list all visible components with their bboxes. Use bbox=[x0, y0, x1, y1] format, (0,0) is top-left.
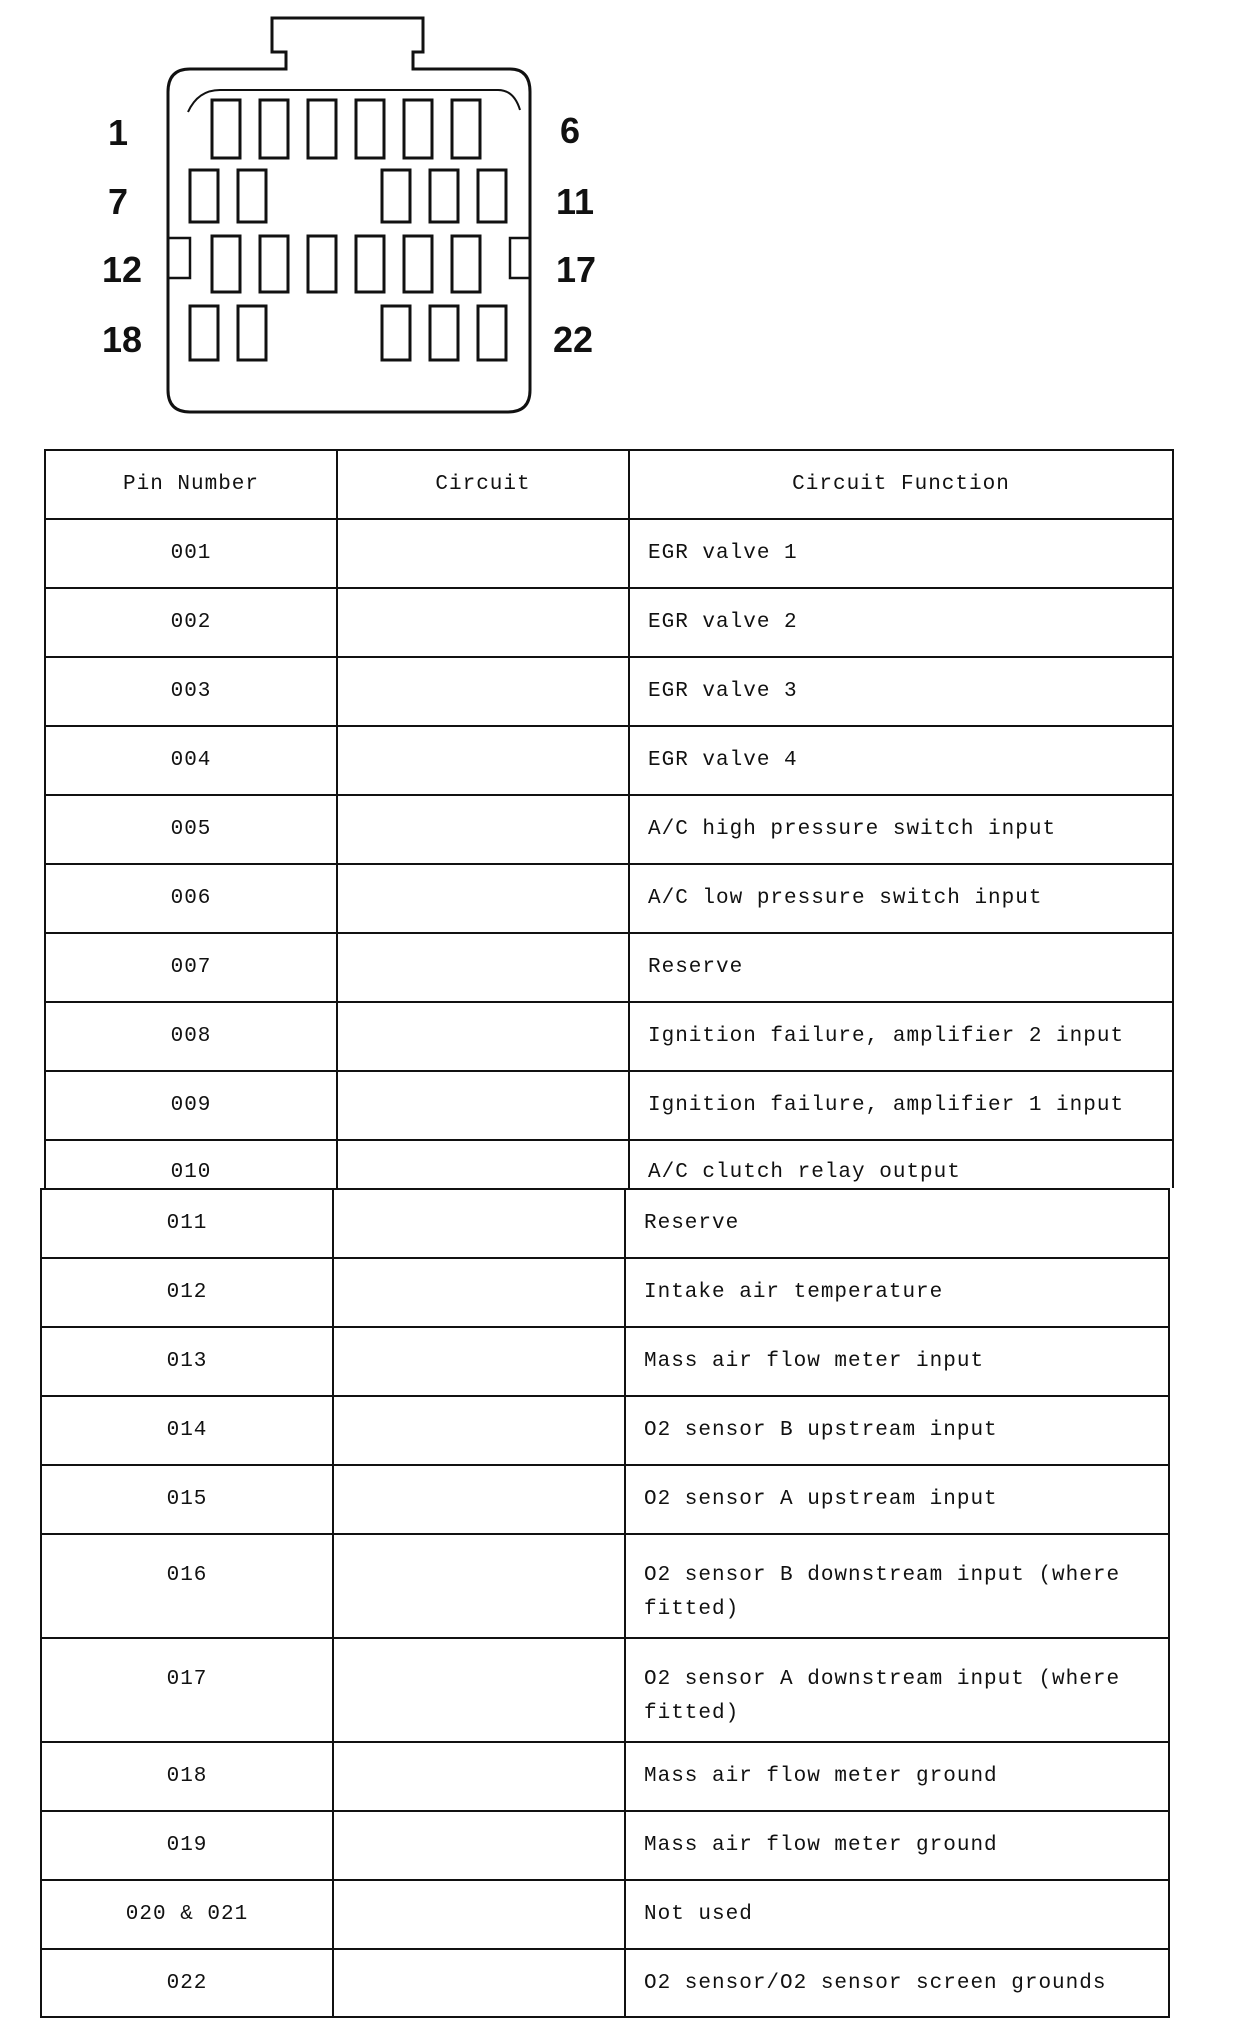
table-row bbox=[45, 588, 1173, 657]
pin-cavity bbox=[430, 170, 458, 222]
row-label-right: 17 bbox=[556, 249, 597, 290]
circuit-function-cell-text: Reserve bbox=[644, 1212, 740, 1235]
table-row bbox=[45, 933, 1173, 1002]
circuit-function-cell-text: Intake air temperature bbox=[644, 1281, 944, 1304]
pin-cavity bbox=[356, 236, 384, 292]
pin-number-cell bbox=[41, 1742, 333, 1811]
pin-number-cell-text: 007 bbox=[170, 956, 212, 979]
circuit-function-cell-text: Mass air flow meter ground bbox=[644, 1834, 998, 1857]
table-row bbox=[41, 1811, 1169, 1880]
circuit-function-cell-text: Mass air flow meter input bbox=[644, 1350, 985, 1373]
circuit-function-cell-text: O2 sensor A upstream input bbox=[644, 1488, 998, 1511]
pin-cavity bbox=[190, 306, 218, 360]
pin-cavity bbox=[212, 100, 240, 158]
pin-number-cell bbox=[41, 1811, 333, 1880]
pin-number-cell-text: 003 bbox=[170, 680, 212, 703]
table-row bbox=[45, 1071, 1173, 1140]
pin-number-cell bbox=[45, 1071, 337, 1140]
circuit-function-cell bbox=[625, 1189, 1169, 1258]
circuit-function-cell bbox=[629, 1071, 1173, 1140]
circuit-function-cell bbox=[629, 657, 1173, 726]
circuit-cell bbox=[333, 1534, 625, 1638]
pin-number-cell-text: 002 bbox=[170, 611, 212, 634]
row-label-right: 22 bbox=[553, 319, 594, 360]
circuit-cell bbox=[337, 933, 629, 1002]
table-row bbox=[45, 864, 1173, 933]
circuit-function-cell-text: O2 sensor A downstream input (where fitted) bbox=[644, 1668, 1121, 1725]
pin-cavity bbox=[382, 170, 410, 222]
pin-number-cell bbox=[41, 1258, 333, 1327]
pin-number-cell-text: 010 bbox=[170, 1161, 212, 1184]
circuit-function-cell-text: O2 sensor B upstream input bbox=[644, 1419, 998, 1442]
table-row bbox=[41, 1880, 1169, 1949]
circuit-cell bbox=[333, 1327, 625, 1396]
header-circuit: Circuit bbox=[337, 450, 629, 519]
table-row bbox=[41, 1638, 1169, 1742]
header-pin-number: Pin Number bbox=[45, 450, 337, 519]
pin-number-cell-text: 020 & 021 bbox=[125, 1903, 249, 1926]
circuit-function-cell bbox=[625, 1396, 1169, 1465]
circuit-function-cell bbox=[625, 1880, 1169, 1949]
circuit-function-cell-text: Ignition failure, amplifier 2 input bbox=[648, 1025, 1125, 1048]
pin-cavity bbox=[260, 236, 288, 292]
pin-cavity bbox=[382, 306, 410, 360]
pin-number-cell-text: 011 bbox=[166, 1212, 208, 1235]
row-label-left: 1 bbox=[107, 112, 128, 153]
pin-number-cell-text: 008 bbox=[170, 1025, 212, 1048]
circuit-cell bbox=[337, 1140, 629, 1188]
circuit-function-cell-text: Reserve bbox=[648, 956, 744, 979]
pin-number-cell-text: 015 bbox=[166, 1488, 208, 1511]
pin-cavity bbox=[356, 100, 384, 158]
circuit-cell bbox=[333, 1396, 625, 1465]
circuit-function-cell bbox=[629, 519, 1173, 588]
pin-number-cell bbox=[41, 1465, 333, 1534]
pin-number-cell-text: 017 bbox=[166, 1668, 208, 1691]
row-label-left: 18 bbox=[101, 319, 142, 360]
pin-number-cell bbox=[45, 1002, 337, 1071]
pin-cavity bbox=[404, 100, 432, 158]
table-row bbox=[41, 1258, 1169, 1327]
table-row bbox=[41, 1396, 1169, 1465]
pin-number-cell bbox=[45, 726, 337, 795]
circuit-function-cell-text: EGR valve 4 bbox=[648, 749, 798, 772]
pin-number-cell bbox=[45, 519, 337, 588]
pin-number-cell bbox=[45, 657, 337, 726]
pin-cavity bbox=[238, 170, 266, 222]
pin-number-cell bbox=[45, 933, 337, 1002]
circuit-function-cell bbox=[625, 1327, 1169, 1396]
pin-cavity bbox=[478, 306, 506, 360]
circuit-cell bbox=[333, 1258, 625, 1327]
pin-number-cell-text: 006 bbox=[170, 887, 212, 910]
table-row bbox=[45, 795, 1173, 864]
circuit-cell bbox=[333, 1880, 625, 1949]
pin-number-cell-text: 001 bbox=[170, 542, 212, 565]
pin-number-cell-text: 009 bbox=[170, 1094, 212, 1117]
circuit-function-cell-text: EGR valve 1 bbox=[648, 542, 798, 565]
table-row bbox=[45, 1002, 1173, 1071]
row-label-left: 7 bbox=[107, 181, 128, 222]
circuit-cell bbox=[337, 1002, 629, 1071]
circuit-cell bbox=[337, 795, 629, 864]
circuit-function-cell-text: A/C high pressure switch input bbox=[648, 818, 1057, 841]
pin-number-cell-text: 019 bbox=[166, 1834, 208, 1857]
circuit-cell bbox=[337, 726, 629, 795]
table-row bbox=[41, 1465, 1169, 1534]
pin-cavity bbox=[190, 170, 218, 222]
circuit-cell bbox=[333, 1638, 625, 1742]
pin-cavity bbox=[404, 236, 432, 292]
pin-number-cell-text: 016 bbox=[166, 1564, 208, 1587]
pin-cavity bbox=[478, 170, 506, 222]
pin-cavity bbox=[430, 306, 458, 360]
table-header-row bbox=[45, 450, 1173, 519]
row-label-left: 12 bbox=[101, 249, 142, 290]
pin-table-lower bbox=[40, 1188, 1170, 2018]
pin-cavity bbox=[308, 100, 336, 158]
circuit-function-cell bbox=[629, 1002, 1173, 1071]
circuit-function-cell bbox=[625, 1465, 1169, 1534]
pin-number-cell bbox=[41, 1880, 333, 1949]
circuit-function-cell bbox=[625, 1258, 1169, 1327]
circuit-function-cell bbox=[625, 1949, 1169, 2017]
pin-table-upper bbox=[44, 449, 1174, 1188]
circuit-cell bbox=[337, 864, 629, 933]
circuit-function-cell-text: Ignition failure, amplifier 1 input bbox=[648, 1094, 1125, 1117]
table-row bbox=[45, 1140, 1173, 1188]
pin-number-cell bbox=[41, 1534, 333, 1638]
pin-cavity bbox=[212, 236, 240, 292]
pin-number-cell-text: 022 bbox=[166, 1971, 208, 1995]
pin-number-cell bbox=[45, 864, 337, 933]
pin-number-cell-text: 012 bbox=[166, 1281, 208, 1304]
pin-number-cell-text: 004 bbox=[170, 749, 212, 772]
circuit-function-cell bbox=[629, 864, 1173, 933]
circuit-function-cell-text: A/C low pressure switch input bbox=[648, 887, 1043, 910]
circuit-function-cell bbox=[625, 1638, 1169, 1742]
table-row bbox=[41, 1327, 1169, 1396]
circuit-function-cell-text: O2 sensor/O2 sensor screen grounds bbox=[644, 1971, 1107, 1995]
table-row bbox=[41, 1949, 1169, 2017]
pin-number-cell-text: 018 bbox=[166, 1765, 208, 1788]
table-row bbox=[41, 1742, 1169, 1811]
pin-number-cell-text: 013 bbox=[166, 1350, 208, 1373]
circuit-cell bbox=[337, 657, 629, 726]
pin-number-cell bbox=[41, 1949, 333, 2017]
circuit-function-cell-text: EGR valve 3 bbox=[648, 680, 798, 703]
pin-number-cell bbox=[41, 1396, 333, 1465]
circuit-cell bbox=[333, 1949, 625, 2017]
circuit-function-cell bbox=[625, 1742, 1169, 1811]
circuit-cell bbox=[333, 1465, 625, 1534]
circuit-function-cell-text: Not used bbox=[644, 1903, 753, 1926]
pin-number-cell bbox=[45, 795, 337, 864]
circuit-function-cell-text: EGR valve 2 bbox=[648, 611, 798, 634]
table-row bbox=[45, 726, 1173, 795]
table-row bbox=[41, 1534, 1169, 1638]
pin-cavity bbox=[260, 100, 288, 158]
row-label-right: 6 bbox=[560, 110, 581, 151]
circuit-cell bbox=[337, 588, 629, 657]
circuit-function-cell-text: O2 sensor B downstream input (where fitted) bbox=[644, 1564, 1121, 1621]
row-label-right: 11 bbox=[556, 181, 595, 222]
pin-number-cell-text: 005 bbox=[170, 818, 212, 841]
pin-number-cell bbox=[41, 1189, 333, 1258]
connector-housing bbox=[168, 18, 530, 412]
circuit-cell bbox=[337, 1071, 629, 1140]
pin-number-cell bbox=[41, 1638, 333, 1742]
circuit-function-cell bbox=[629, 795, 1173, 864]
pin-number-cell bbox=[41, 1327, 333, 1396]
pin-number-cell bbox=[45, 588, 337, 657]
pin-cavity bbox=[452, 100, 480, 158]
table-row bbox=[45, 519, 1173, 588]
header-circuit-function: Circuit Function bbox=[629, 450, 1173, 519]
pin-number-cell bbox=[45, 1140, 337, 1188]
circuit-function-cell bbox=[625, 1811, 1169, 1880]
circuit-cell bbox=[333, 1189, 625, 1258]
pin-number-cell-text: 014 bbox=[166, 1419, 208, 1442]
circuit-function-cell bbox=[629, 933, 1173, 1002]
table-row bbox=[41, 1189, 1169, 1258]
circuit-function-cell bbox=[629, 1140, 1173, 1188]
circuit-function-cell-text: A/C clutch relay output bbox=[648, 1161, 961, 1184]
pin-cavity bbox=[238, 306, 266, 360]
circuit-cell bbox=[333, 1811, 625, 1880]
table-row bbox=[45, 657, 1173, 726]
circuit-function-cell bbox=[625, 1534, 1169, 1638]
circuit-function-cell bbox=[629, 588, 1173, 657]
connector-diagram bbox=[90, 10, 630, 420]
pin-cavity bbox=[308, 236, 336, 292]
circuit-cell bbox=[337, 519, 629, 588]
circuit-cell bbox=[333, 1742, 625, 1811]
pin-cavity bbox=[452, 236, 480, 292]
circuit-function-cell bbox=[629, 726, 1173, 795]
circuit-function-cell-text: Mass air flow meter ground bbox=[644, 1765, 998, 1788]
